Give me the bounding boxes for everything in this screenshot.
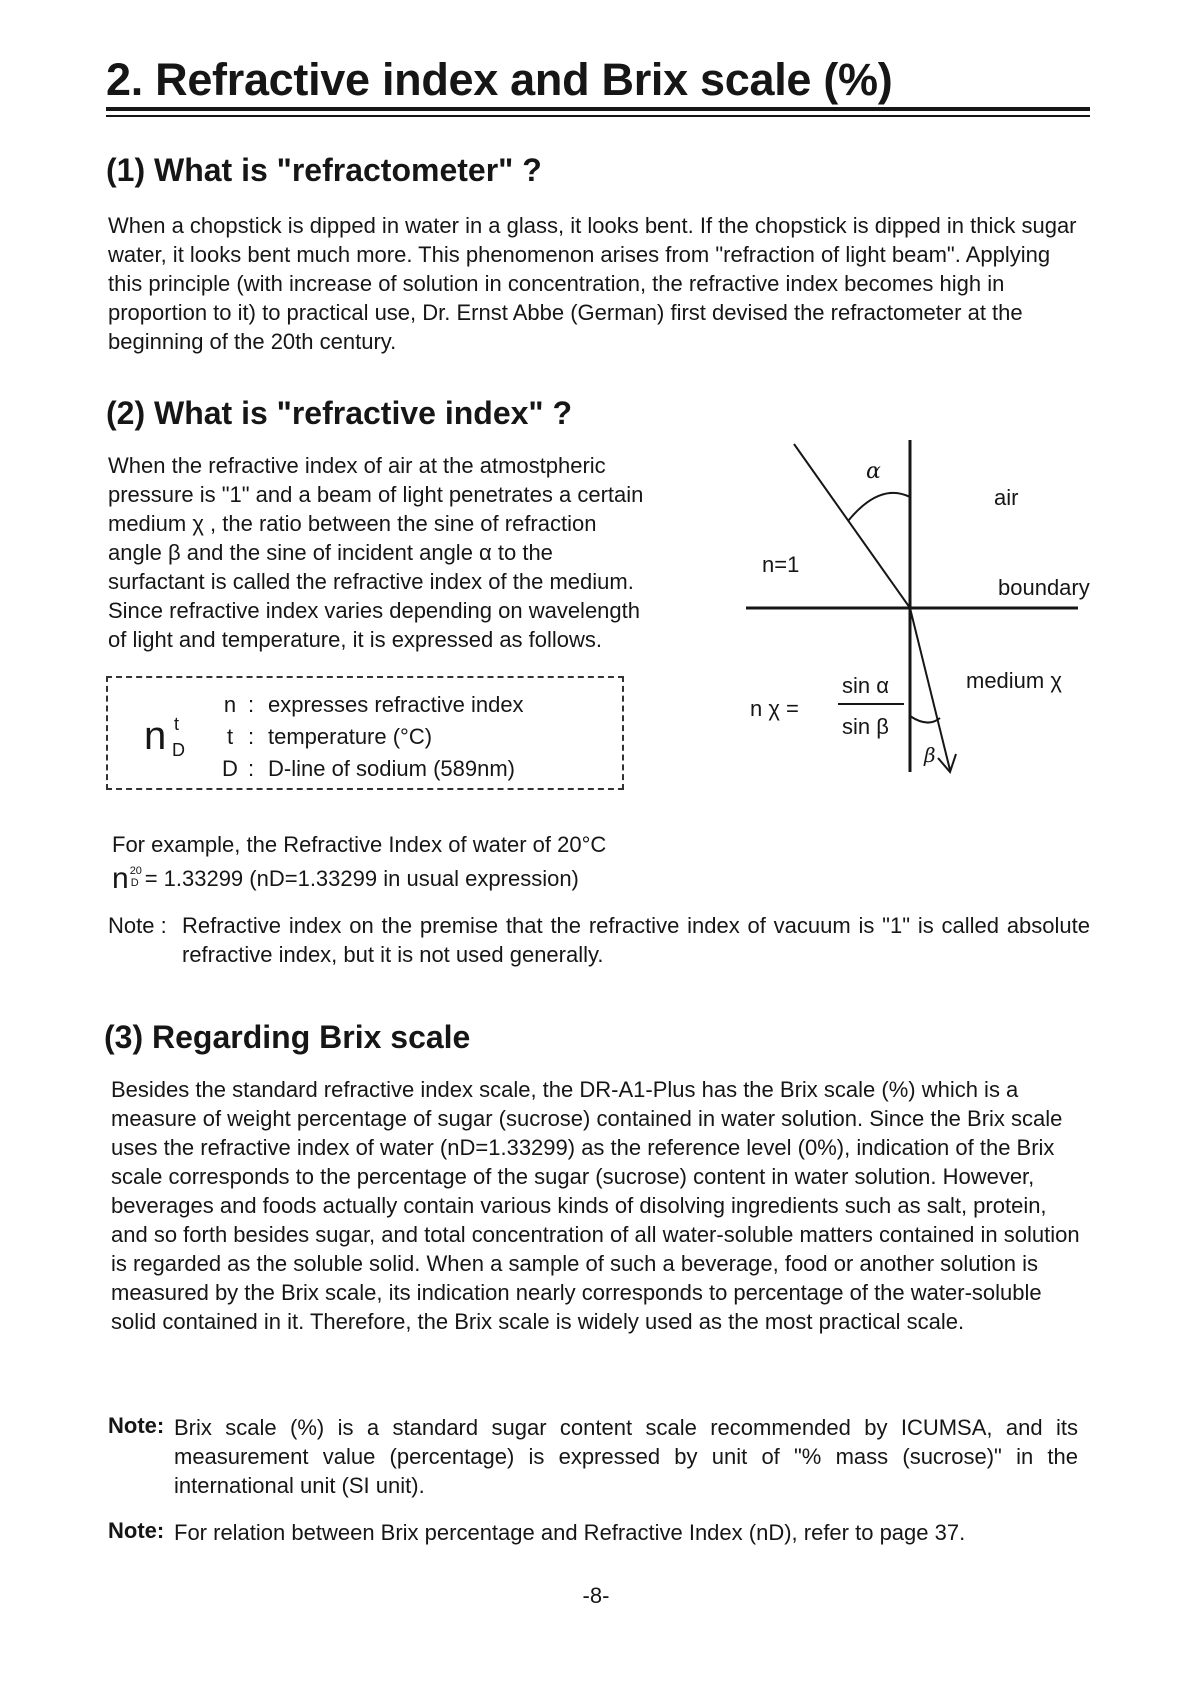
section2-body-line: Since refractive index varies depending on wavelength bbox=[108, 598, 640, 623]
title-rule-thin bbox=[106, 115, 1090, 117]
section2-body-line: medium χ , the ratio between the sine of refraction bbox=[108, 511, 597, 536]
formula-symbol-sup: t bbox=[174, 714, 180, 734]
example-expression bbox=[112, 860, 579, 894]
example-value: = 1.33299 (nD=1.33299 in usual expression) bbox=[144, 866, 579, 891]
formula-box bbox=[106, 676, 624, 790]
formula-row-sep: : bbox=[248, 724, 255, 749]
section1-body: When a chopstick is dipped in water in a glass, it looks bent. If the chopstick is dipped in thick sugar water, it looks bent much more. This phenomenon arises from "refraction of light beam". Applying this principle (with increase of solution in concentration, the refractive index becomes high in proportion to it) to practical use, Dr. Ernst Abbe (German) first devised the refractometer at the beginning of the 20th century. bbox=[108, 213, 1077, 354]
section2-heading: (2) What is "refractive index" ? bbox=[106, 395, 573, 431]
section2-body-line: angle β and the sine of incident angle α to the bbox=[108, 540, 553, 565]
note-text: For relation between Brix percentage and Refractive Index (nD), refer to page 37. bbox=[174, 1520, 966, 1545]
section2-body bbox=[108, 451, 728, 654]
air-label: air bbox=[994, 485, 1019, 510]
example-subscript: D bbox=[130, 877, 139, 890]
section3-note-1 bbox=[108, 1413, 1078, 1500]
note-label: Note: bbox=[108, 1518, 165, 1543]
formula-row-symbol: D bbox=[222, 756, 238, 781]
formula-row-sep: : bbox=[248, 692, 255, 717]
note-label: Note : bbox=[108, 913, 167, 938]
note-text: Brix scale (%) is a standard sugar content scale recommended by ICUMSA, and its measurement value (percentage) is expressed by unit of "% mass (sucrose)" in the international unit (SI unit). bbox=[174, 1415, 1078, 1498]
formula-row-sep: : bbox=[248, 756, 255, 781]
example-indices bbox=[129, 865, 145, 890]
equation-numerator: sin α bbox=[842, 673, 889, 698]
boundary-label: boundary bbox=[998, 575, 1090, 600]
note-text: Refractive index on the premise that the refractive index of vacuum is "1" is called absolute refractive index, but it is not used generally. bbox=[182, 913, 1090, 967]
note-label: Note: bbox=[108, 1413, 165, 1438]
medium-label: medium χ bbox=[966, 668, 1062, 693]
equation-denominator: sin β bbox=[842, 714, 889, 739]
example-symbol: n bbox=[112, 862, 129, 895]
formula-symbol-sub: D bbox=[172, 740, 185, 760]
alpha-arc bbox=[848, 493, 910, 521]
formula-row-symbol: n bbox=[223, 692, 237, 717]
alpha-label: α bbox=[866, 459, 881, 484]
formula-symbol-n: n bbox=[144, 714, 167, 758]
incident-ray bbox=[794, 444, 910, 608]
formula-row-desc: expresses refractive index bbox=[268, 692, 524, 717]
section2-body-line: pressure is "1" and a beam of light penetrates a certain bbox=[108, 482, 644, 507]
equation-lhs: n χ = bbox=[750, 696, 799, 721]
beta-arc bbox=[910, 716, 940, 723]
formula-row-desc: temperature (°C) bbox=[268, 724, 433, 749]
page-number: -8- bbox=[582, 1583, 610, 1608]
section2-note bbox=[108, 911, 1090, 969]
section2-body-line: surfactant is called the refractive index of the medium. bbox=[108, 569, 634, 594]
n-equals-1-label: n=1 bbox=[762, 552, 800, 577]
formula-row-symbol: t bbox=[226, 724, 234, 749]
formula-row-desc: D-line of sodium (589nm) bbox=[268, 756, 515, 781]
beta-label: β bbox=[924, 743, 936, 767]
section2-body-line: of light and temperature, it is expressed as follows. bbox=[108, 627, 603, 652]
page-title: 2. Refractive index and Brix scale (%) bbox=[106, 54, 893, 105]
example-superscript: 20 bbox=[129, 865, 142, 878]
section1-heading: (1) What is "refractometer" ? bbox=[106, 152, 542, 188]
section3-body: Besides the standard refractive index scale, the DR-A1-Plus has the Brix scale (%) which is a measure of weight percentage of sugar (sucrose) contained in water solution. Since the Brix scale uses the refractive index of water (nD=1.33299) as the reference level (0%), indication of the Brix scale corresponds to the percentage of the sugar (sucrose) content in water solution. However, beverages and foods actually contain various kinds of disolving ingredients such as salt, protein, and so forth besides sugar, and total concentration of all water-soluble matters contained in solution is regarded as the soluble solid. When a sample of such a beverage, food or another solution is measured by the Brix scale, its indication nearly corresponds to percentage of the water-soluble solid contained in it. Therefore, the Brix scale is widely used as the most practical scale. bbox=[111, 1077, 1080, 1334]
example-text: For example, the Refractive Index of water of 20°C bbox=[112, 832, 607, 857]
title-rule-thick bbox=[106, 107, 1090, 111]
section3-note-2 bbox=[108, 1518, 1098, 1547]
section2-body-line: When the refractive index of air at the atmostpheric bbox=[108, 453, 606, 478]
section3-heading: (3) Regarding Brix scale bbox=[104, 1019, 471, 1055]
refraction-diagram bbox=[740, 438, 1100, 778]
